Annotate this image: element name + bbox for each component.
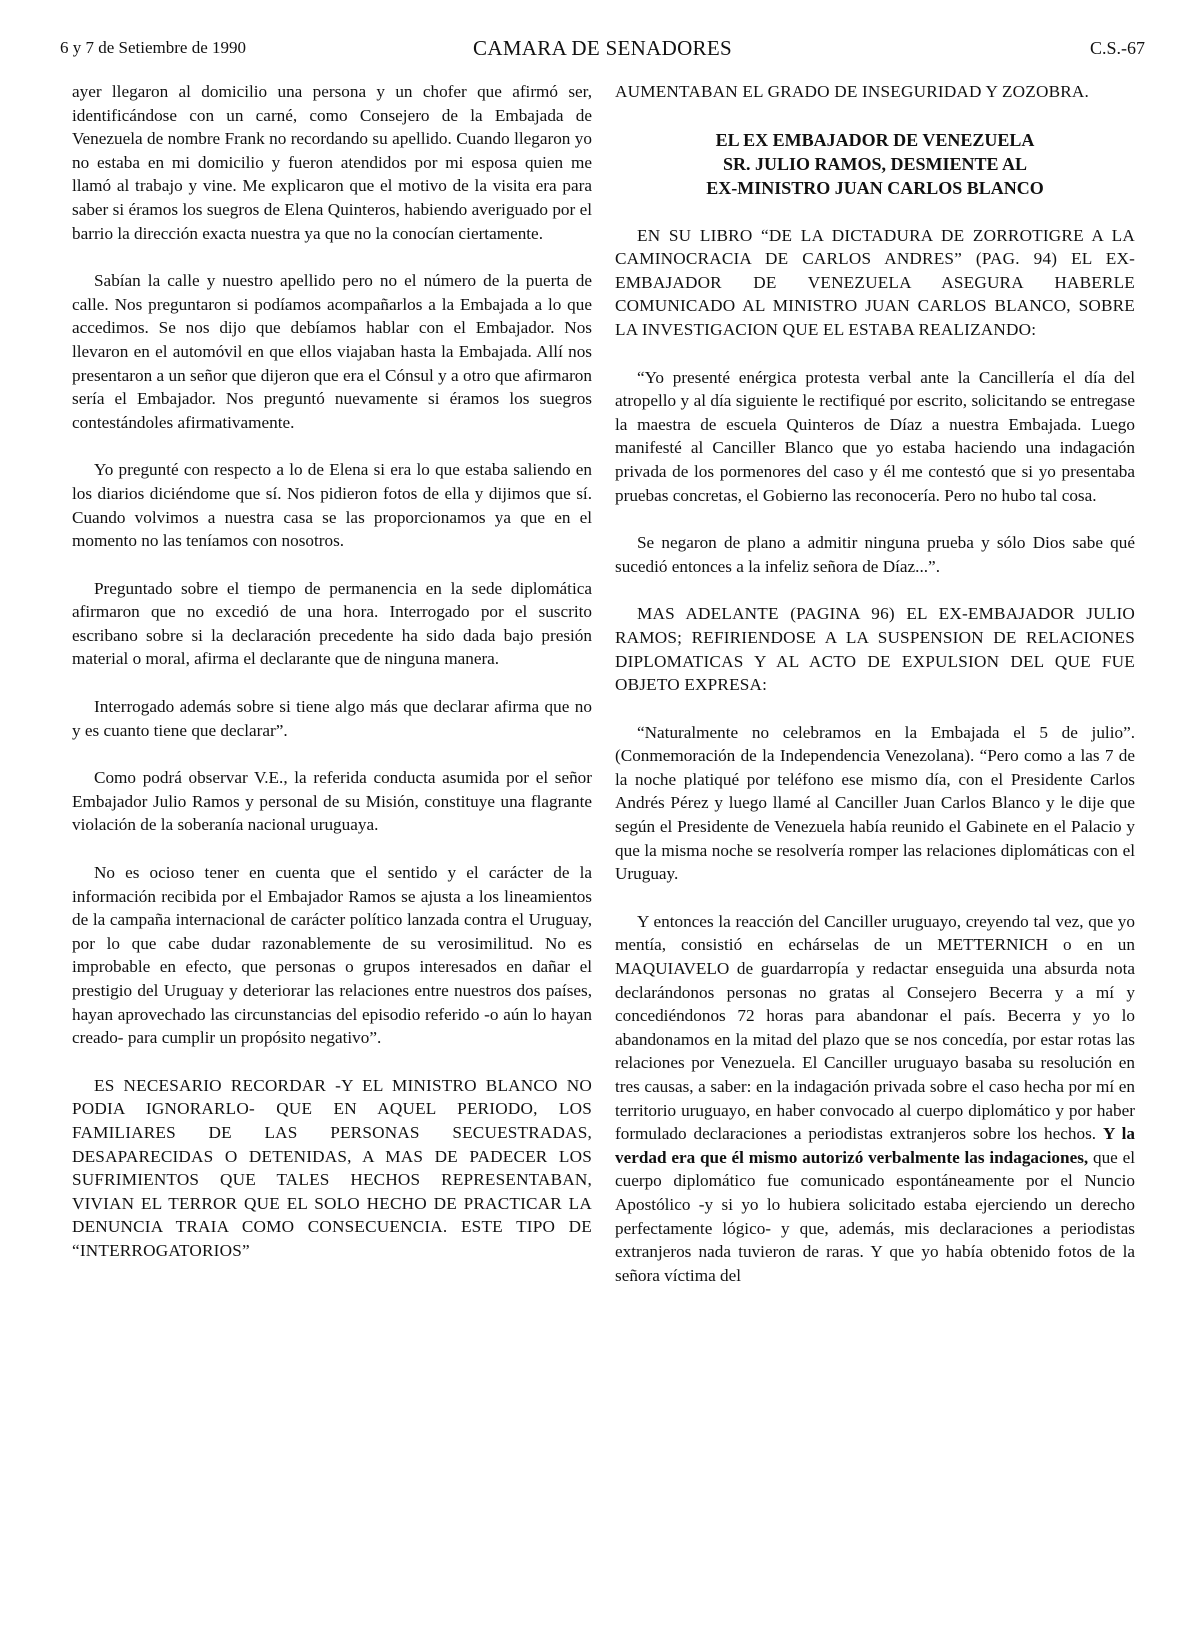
right-column [615,80,1135,1610]
paragraph: Sabían la calle y nuestro apellido pero no el número de la puerta de calle. Nos preguntaron si podíamos acompañarlos a la Embajada a lo que accedimos. Se nos dijo que debíamos hablar con el Embajador. Nos llevaron en el automóvil en que ellos viajaban hasta la Embajada. Allí nos presentaron a un señor que dijeron que era el Cónsul y a otro que afirmaron sería el Embajador. Nos preguntó nuevamente si éramos los suegros contestándoles afirmativamente. [72,271,592,432]
paragraph: No es ocioso tener en cuenta que el sentido y el carácter de la información recibida por el Embajador Ramos se ajusta a los lineamientos de la campaña internacional de carácter político lanzada contra el Uruguay, por lo que cabe dudar razonablemente de su verosimilitud. No es improbable en efecto, que personas o grupos interesados en dañar el prestigio del Uruguay y deteriorar las relaciones entre nuestros dos países, hayan aprovechado las circunstancias del episodio referido -o aún lo hayan creado- para cumplir un propósito negativo”. [72,863,592,1048]
paragraph: Interrogado además sobre si tiene algo más que declarar afirma que no y es cuanto tiene que declarar”. [72,697,592,740]
paragraph: Se negaron de plano a admitir ninguna prueba y sólo Dios sabe qué sucedió entonces a la infeliz señora de Díaz...”. [615,533,1135,576]
paragraph [615,910,1135,1288]
left-column [72,80,592,1610]
bold-text: Y la verdad era que él mismo autorizó verbalmente las indagaciones, [615,1124,1135,1167]
header-page-number: C.S.-67 [1089,38,1145,58]
paragraph: “Naturalmente no celebramos en la Embajada el 5 de julio”. (Conmemoración de la Independencia Venezolana). “Pero como a las 7 de la noche platiqué por teléfono ese mismo día, con el Presidente Carlos Andrés Pérez y luego llamé al Canciller Juan Carlos Blanco y le dije que según el Presidente de Venezuela había reunido el Gabinete en el Palacio y que la misma noche se resolvería romper las relaciones diplomáticas con el Uruguay. [615,722,1135,884]
paragraph: EN SU LIBRO “DE LA DICTADURA DE ZORROTIGRE A LA CAMINOCRACIA DE CARLOS ANDRES” (PAG. 94) EL EX-EMBAJADOR DE VENEZUELA ASEGURA HABERLE COMUNICADO AL MINISTRO JUAN CARLOS BLANCO, SOBRE LA INVESTIGACION QUE EL ESTABA REALIZANDO: [615,225,1135,339]
paragraph: MAS ADELANTE (PAGINA 96) EL EX-EMBAJADOR JULIO RAMOS; REFIRIENDOSE A LA SUSPENSION DE RELACIONES DIPLOMATICAS Y AL ACTO DE EXPULSION DEL QUE FUE OBJETO EXPRESA: [615,604,1135,695]
paragraph: Yo pregunté con respecto a lo de Elena si era lo que estaba saliendo en los diarios diciéndome que sí. Nos pidieron fotos de ella y dijimos que sí. Cuando volvimos a nuestra casa se las proporcionamos ya que en el momento no las teníamos con nosotros. [72,460,592,551]
paragraph-text: que el cuerpo diplomático fue comunicado espontáneamente por el Nuncio Apostólico -y si yo lo hubiera solicitado estaba ejerciendo un derecho perfectamente lógico- y que, además, mis declaraciones a periodistas extranjeros nada tuvieron de raras. Y que yo había obtenido fotos de la señora víctima del [615,1147,1135,1285]
header-title: CAMARA DE SENADORES [473,36,732,60]
paragraph: ES NECESARIO RECORDAR -Y EL MINISTRO BLANCO NO PODIA IGNORARLO- QUE EN AQUEL PERIODO, LOS FAMILIARES DE LAS PERSONAS SECUESTRADAS, DESAPARECIDAS O DETENIDAS, A MAS DE PADECER LOS SUFRIMIENTOS QUE TALES HECHOS REPRESENTABAN, VIVIAN EL TERROR QUE EL SOLO HECHO DE PRACTICAR LA DENUNCIA TRAIA COMO CONSECUENCIA. ESTE TIPO DE “INTERROGATORIOS” [72,1075,592,1260]
paragraph: “Yo presenté enérgica protesta verbal ante la Cancillería el día del atropello y al día siguiente le rectifiqué por escrito, solicitando se entregase la maestra de escuela Quinteros de Díaz a nuestra Embajada. Luego manifesté al Canciller Blanco que yo estaba haciendo una indagación privada de los pormenores del caso y él me contestó que si yo presentaba pruebas concretas, el Gobierno las reconocería. Pero no hubo tal cosa. [615,367,1135,505]
paragraph-text: Y entonces la reacción del Canciller uruguayo, creyendo tal vez, que yo mentía, consistió en echárselas de un METTERNICH o en un MAQUIAVELO de guardarropía y redactar enseguida una absurda nota declarándonos personas no gratas al Consejero Becerra y a mí y concediéndonos 72 horas para abandonar el país. Becerra y yo lo abandonamos en la mitad del plazo que se nos concedía, por estar rotas las relaciones por Venezuela. El Canciller uruguayo basaba su resolución en tres causas, a saber: en la indagación privada sobre el caso hecha por mí en territorio uruguayo, en haber convocado al cuerpo diplomático y por haber formulado declaraciones a periodistas extranjeros sobre los hechos. [615,911,1135,1144]
section-heading-line: EX-MINISTRO JUAN CARLOS BLANCO [706,177,1044,198]
header-date: 6 y 7 de Setiembre de 1990 [60,38,247,57]
paragraph: Como podrá observar V.E., la referida conducta asumida por el señor Embajador Julio Ramos y personal de su Misión, constituye una flagrante violación de la soberanía nacional uruguaya. [72,768,592,835]
paragraph: AUMENTABAN EL GRADO DE INSEGURIDAD Y ZOZOBRA. [615,82,1090,101]
section-heading-line: SR. JULIO RAMOS, DESMIENTE AL [722,153,1028,174]
paragraph: Preguntado sobre el tiempo de permanencia en la sede diplomática afirmaron que no excedió de una hora. Interrogado por el suscrito escribano sobre si la declaración precedente ha sido dada bajo presión material o moral, afirma el declarante que de ninguna manera. [72,578,592,669]
page-header [60,36,1145,66]
paragraph: ayer llegaron al domicilio una persona y un chofer que afirmó ser, identificándose con un carné, como Consejero de la Embajada de Venezuela de nombre Frank no recordando su apellido. Cuando llegaron yo no estaba en mi domicilio y fueron atendidos por mi esposa quien me llamó al trabajo y vine. Me explicaron que el motivo de la visita era para saber si éramos los suegros de Elena Quinteros, habiendo averiguado por el barrio la dirección exacta nuestra ya que no la conocían ciertamente. [72,82,592,243]
section-heading-line: EL EX EMBAJADOR DE VENEZUELA [715,129,1035,150]
